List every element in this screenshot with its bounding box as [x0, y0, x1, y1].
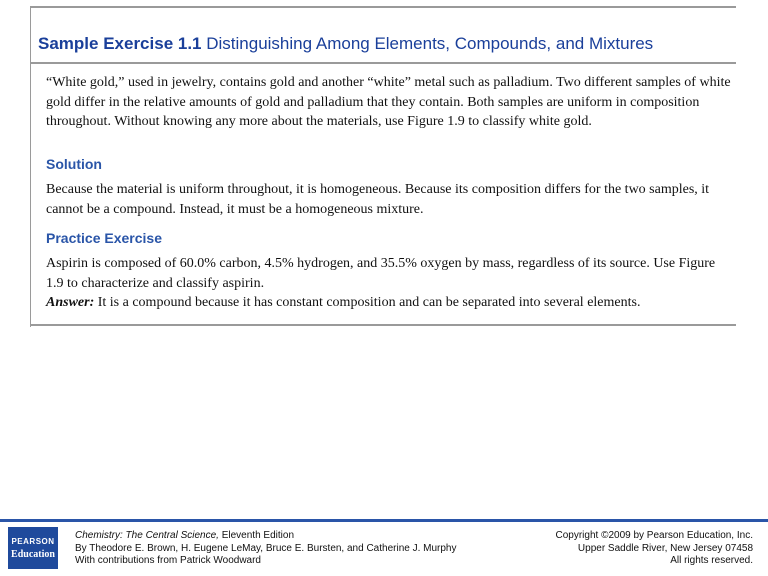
rights-line: All rights reserved. [670, 555, 753, 566]
left-divider [30, 6, 31, 327]
answer-label: Answer: [46, 295, 95, 310]
exercise-number: Sample Exercise 1.1 [38, 34, 202, 53]
publisher-address: Upper Saddle River, New Jersey 07458 [577, 542, 753, 554]
problem-statement: “White gold,” used in jewelry, contains gold and another “white” metal such as palladium. Two different samples of white gold differ in the relative amounts of gold and palladium that they contain. Both samples are uniform in composition throughout. Without knowing any more about the materials, use Figure 1.9 to classify white gold. [46, 75, 731, 129]
solution-heading: Solution [46, 156, 102, 172]
content-bottom-divider [30, 324, 736, 326]
exercise-topic: Distinguishing Among Elements, Compounds, and Mixtures [201, 34, 654, 53]
book-contributions: With contributions from Patrick Woodward [75, 555, 261, 566]
practice-heading: Practice Exercise [46, 230, 162, 246]
footer-divider [0, 519, 768, 522]
exercise-title [38, 34, 748, 54]
top-divider [30, 6, 736, 8]
book-title: Chemistry: The Central Science, [75, 530, 219, 541]
solution-text: Because the material is uniform throughout, it is homogeneous. Because its composition differs for the two samples, it cannot be a compound. Instead, it must be a homogeneous mixture. [46, 182, 710, 217]
book-citation [75, 530, 457, 568]
practice-answer [46, 293, 736, 313]
title-divider [30, 62, 736, 64]
answer-text: It is a compound because it has constant composition and can be separated into several elements. [94, 295, 641, 310]
pearson-logo [8, 527, 58, 569]
book-title-line [75, 530, 457, 543]
practice-question: Aspirin is composed of 60.0% carbon, 4.5% hydrogen, and 35.5% oxygen by mass, regardless of its source. Use Figure 1.9 to characterize and classify aspirin. [46, 256, 716, 291]
copyright-notice [556, 530, 754, 568]
logo-education-text: Education [11, 549, 55, 560]
logo-pearson-text: PEARSON [11, 537, 55, 546]
book-authors: By Theodore E. Brown, H. Eugene LeMay, Bruce E. Bursten, and Catherine J. Murphy [75, 542, 457, 554]
practice-section [46, 254, 736, 313]
copyright-line: Copyright ©2009 by Pearson Education, Inc. [555, 530, 753, 541]
book-edition: Eleventh Edition [218, 530, 295, 541]
